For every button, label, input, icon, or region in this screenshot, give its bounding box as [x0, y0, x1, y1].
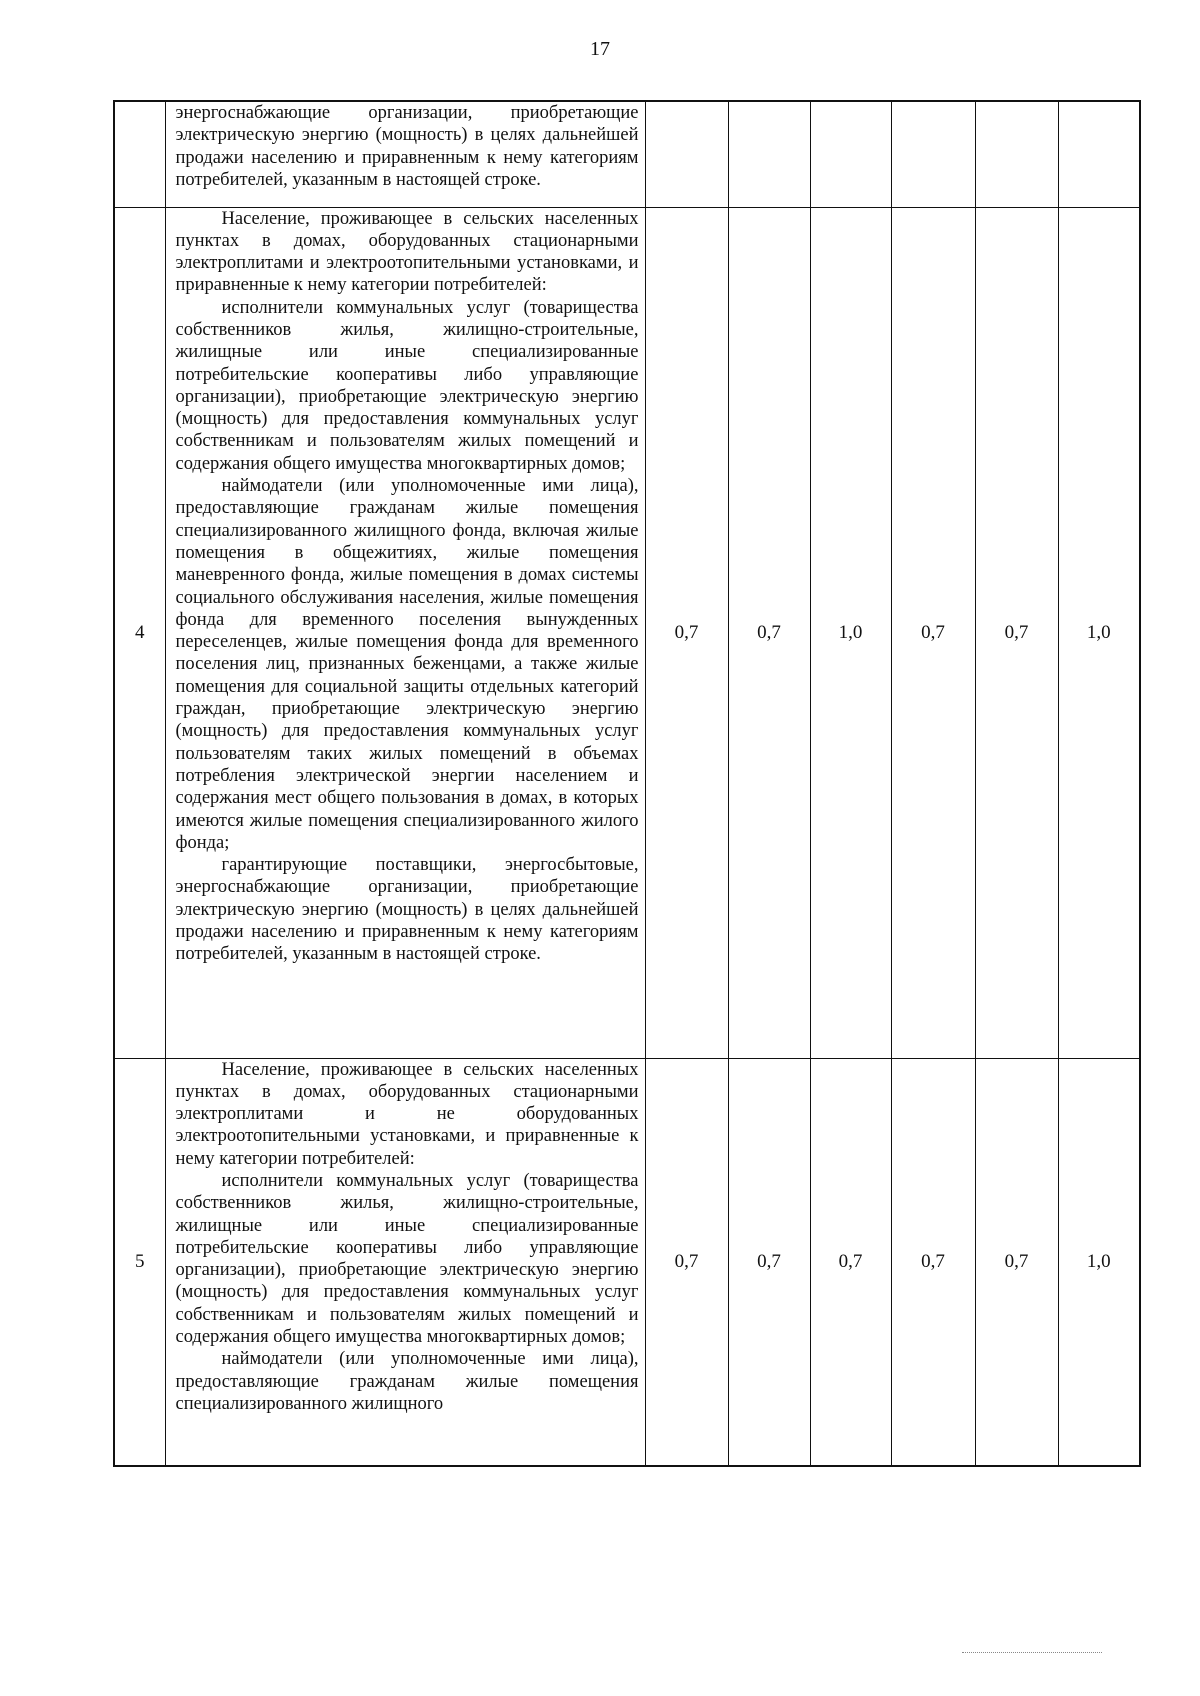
category-paragraph: Население, проживающее в сельских населенных пунктах в домах, оборудованных стационарными электроплитами и не оборудованных электроотопительными установками, и приравненные к нему категории потребителей:	[175, 1059, 639, 1169]
category-paragraph: энергоснабжающие организации, приобретающие электрическую энергию (мощность) в целях дальнейшей продажи населению и приравненным к нему категориям потребителей, указанным в настоящей строке.	[175, 103, 639, 190]
coefficient-cell: 0,7	[891, 207, 975, 1058]
table-row	[114, 1058, 1140, 1466]
coefficient-cell: 0,7	[975, 207, 1058, 1058]
table-row	[114, 207, 1140, 1058]
consumer-category-cell	[165, 207, 645, 1058]
coefficient-cell: 1,0	[1058, 207, 1140, 1058]
consumer-category-cell	[165, 101, 645, 207]
coefficient-cell	[975, 101, 1058, 207]
coefficient-cell	[645, 101, 728, 207]
category-paragraph: гарантирующие поставщики, энергосбытовые, энергоснабжающие организации, приобретающие электрическую энергию (мощность) в целях дальнейшей продажи населению и приравненным к нему категориям потребителей, указанным в настоящей строке.	[175, 855, 639, 965]
coefficient-cell: 0,7	[975, 1058, 1058, 1466]
coefficient-cell: 1,0	[810, 207, 891, 1058]
coefficient-cell: 0,7	[728, 1058, 810, 1466]
category-paragraph: наймодатели (или уполномоченные ими лица), предоставляющие гражданам жилые помещения специализированного жилищного фонда, включая жилые помещения в общежитиях, жилые помещения маневренного фонда, жилые помещения в домах системы социального обслуживания населения, жилые помещения фонда для временного поселения вынужденных переселенцев, жилые помещения фонда для временного поселения лиц, признанных беженцами, а также жилые помещения для социальной защиты отдельных категорий граждан, приобретающие электрическую энергию (мощность) для предоставления коммунальных услуг пользователям таких жилых помещений в объемах потребления электрической энергии населением и содержания мест общего пользования в домах, в которых имеются жилые помещения специализированного жилого фонда;	[175, 476, 639, 853]
coefficient-cell	[1058, 101, 1140, 207]
coefficient-cell	[810, 101, 891, 207]
category-paragraph: исполнители коммунальных услуг (товарищества собственников жилья, жилищно-строительные, жилищные или иные специализированные потребительские кооперативы либо управляющие организации), приобретающие электрическую энергию (мощность) для предоставления коммунальных услуг собственникам и пользователям жилых помещений и содержания общего имущества многоквартирных домов;	[175, 297, 639, 474]
table-row	[114, 101, 1140, 207]
coefficient-cell: 0,7	[728, 207, 810, 1058]
coefficient-cell: 0,7	[645, 1058, 728, 1466]
tariff-coefficients-table	[113, 100, 1141, 1467]
coefficient-cell	[728, 101, 810, 207]
category-paragraph: наймодатели (или уполномоченные ими лица), предоставляющие гражданам жилые помещения специализированного жилищного	[175, 1349, 639, 1414]
row-number-cell: 5	[114, 1058, 165, 1466]
footer-dotted-line	[962, 1652, 1102, 1653]
coefficient-cell	[891, 101, 975, 207]
coefficient-cell: 0,7	[810, 1058, 891, 1466]
row-number-cell	[114, 101, 165, 207]
consumer-category-cell	[165, 1058, 645, 1466]
row-number-cell: 4	[114, 207, 165, 1058]
page-number: 17	[590, 38, 610, 60]
category-paragraph: Население, проживающее в сельских населенных пунктах в домах, оборудованных стационарными электроплитами и электроотопительными установками, и приравненные к нему категории потребителей:	[175, 208, 639, 296]
coefficient-cell: 0,7	[645, 207, 728, 1058]
category-paragraph: исполнители коммунальных услуг (товарищества собственников жилья, жилищно-строительные, жилищные или иные специализированные потребительские кооперативы либо управляющие организации), приобретающие электрическую энергию (мощность) для предоставления коммунальных услуг собственникам и пользователям жилых помещений и содержания общего имущества многоквартирных домов;	[175, 1170, 639, 1348]
coefficient-cell: 1,0	[1058, 1058, 1140, 1466]
coefficient-cell: 0,7	[891, 1058, 975, 1466]
